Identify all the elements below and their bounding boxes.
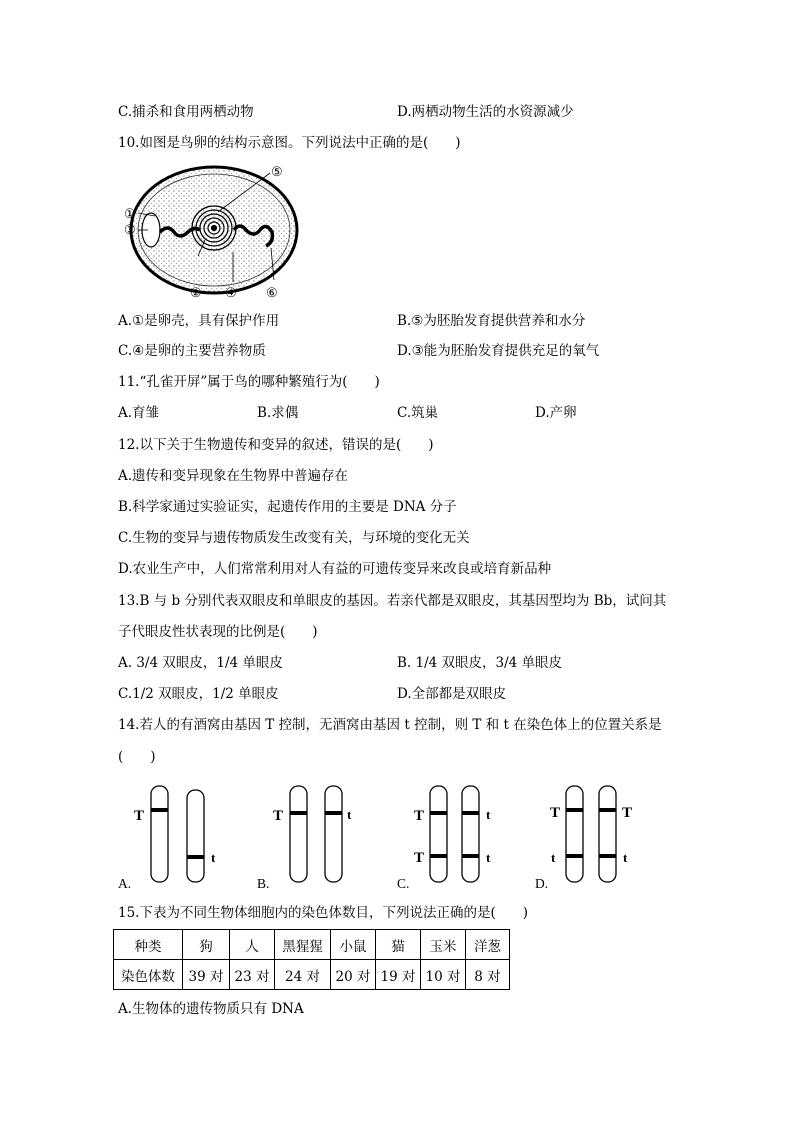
table-row <box>114 960 510 990</box>
gene-T: T <box>273 808 284 824</box>
table-cell: 小鼠 <box>331 930 376 960</box>
table-cell: 19 对 <box>376 960 421 990</box>
q15-option-a: A.生物体的遗传物质只有 DNA <box>118 1001 304 1017</box>
q11-option-d: D.产卵 <box>535 405 577 421</box>
label-4: ④ <box>225 285 237 300</box>
q12-option-c: C.生物的变异与遗传物质发生改变有关，与环境的变化无关 <box>118 530 470 546</box>
gene-t: t <box>211 850 216 865</box>
q9-option-c: C.捕杀和食用两栖动物 <box>118 104 254 120</box>
q13-option-b: B. 1/4 双眼皮，3/4 单眼皮 <box>397 655 563 671</box>
label-3: ③ <box>124 222 136 237</box>
gene-T: T <box>414 850 425 866</box>
q10-stem: 10.如图是鸟卵的结构示意图。下列说法中正确的是( ) <box>118 135 461 151</box>
q10-option-a: A.①是卵壳，具有保护作用 <box>118 313 280 329</box>
q11-option-a: A.育雏 <box>118 405 160 421</box>
table-cell: 狗 <box>183 930 230 960</box>
gene-T: T <box>550 805 561 821</box>
table-cell: 23 对 <box>230 960 275 990</box>
table-cell: 猫 <box>376 930 421 960</box>
q12-option-a: A.遗传和变异现象在生物界中普遍存在 <box>118 468 349 484</box>
q11-option-c: C.筑巢 <box>397 405 439 421</box>
gene-T: T <box>414 808 425 824</box>
table-cell: 8 对 <box>466 960 510 990</box>
gene-T: T <box>134 808 145 824</box>
q10-option-c: C.④是卵的主要营养物质 <box>118 343 266 359</box>
table-cell: 人 <box>230 930 275 960</box>
q12-option-b: B.科学家通过实验证实，起遗传作用的主要是 DNA 分子 <box>118 499 457 515</box>
label-2: ② <box>190 285 202 300</box>
table-header-row <box>114 930 510 960</box>
chromosome-table <box>113 929 510 990</box>
q9-option-d: D.两栖动物生活的水资源减少 <box>397 104 574 120</box>
q12-option-d: D.农业生产中，人们常常利用对人有益的可遗传变异来改良或培育新品种 <box>118 561 552 577</box>
q13-stem-line2: 子代眼皮性状表现的比例是( ) <box>118 624 318 640</box>
table-cell: 24 对 <box>275 960 331 990</box>
q15-stem: 15.下表为不同生物体细胞内的染色体数目，下列说法正确的是( ) <box>118 905 529 921</box>
q14-option-b: B. <box>257 876 270 891</box>
q10-option-d: D.③能为胚胎发育提供充足的氧气 <box>397 343 600 359</box>
q13-option-d: D.全部都是双眼皮 <box>397 686 507 702</box>
q14-option-d: D. <box>535 876 549 891</box>
gene-t: t <box>623 850 628 865</box>
gene-t: t <box>551 850 556 865</box>
gene-t: t <box>486 850 491 865</box>
q10-option-b: B.⑤为胚胎发育提供营养和水分 <box>397 313 586 329</box>
q13-option-a: A. 3/4 双眼皮，1/4 单眼皮 <box>118 655 283 671</box>
gene-t: t <box>486 807 491 822</box>
q13-stem-line1: 13.B 与 b 分别代表双眼皮和单眼皮的基因。若亲代都是双眼皮，其基因型均为 Bb，试问其 <box>118 593 667 609</box>
bird-egg-diagram <box>118 160 308 305</box>
gene-t: t <box>347 807 352 822</box>
table-cell: 种类 <box>114 930 183 960</box>
gene-T: T <box>622 805 633 821</box>
table-cell: 玉米 <box>421 930 466 960</box>
table-cell: 洋葱 <box>466 930 510 960</box>
table-cell: 39 对 <box>183 960 230 990</box>
q12-stem: 12.以下关于生物遗传和变异的叙述，错误的是( ) <box>118 437 434 453</box>
label-5: ⑤ <box>271 164 283 179</box>
table-cell: 黑猩猩 <box>275 930 331 960</box>
label-1: ① <box>124 206 136 221</box>
table-cell: 10 对 <box>421 960 466 990</box>
q14-option-c: C. <box>397 876 410 891</box>
q14-stem-line2: ( ) <box>118 749 156 765</box>
label-6: ⑥ <box>266 285 278 300</box>
table-cell: 染色体数 <box>114 960 183 990</box>
q14-option-a: A. <box>118 876 132 891</box>
q11-stem: 11.“孔雀开屏”属于鸟的哪种繁殖行为( ) <box>118 374 380 390</box>
q11-option-b: B.求偶 <box>257 405 299 421</box>
table-cell: 20 对 <box>331 960 376 990</box>
chromosome-options <box>110 780 670 895</box>
q13-option-c: C.1/2 双眼皮，1/2 单眼皮 <box>118 686 279 702</box>
q14-stem-line1: 14.若人的有酒窝由基因 T 控制，无酒窝由基因 t 控制，则 T 和 t 在染色体上的位置关系是 <box>118 717 662 733</box>
